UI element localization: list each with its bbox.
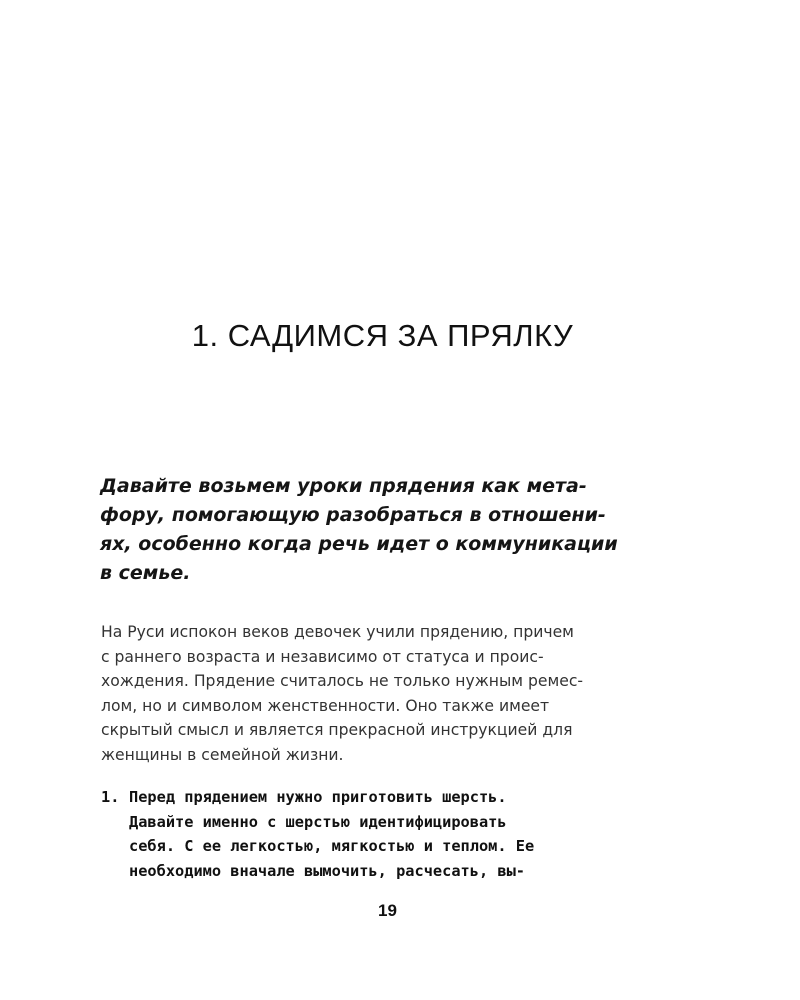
list-item-line: необходимо вначале вымочить, расчесать, вы- [129,861,526,880]
body-line: лом, но и символом женственности. Оно также имеет [101,696,550,715]
body-line: На Руси испокон веков девочек учили прядению, причем [101,623,574,641]
body-line: скрытый смысл и является прекрасной инструкцией для [101,721,573,739]
body-paragraph [101,620,671,767]
body-line: хождения. Прядение считалось не только нужным ремес- [101,672,584,690]
epigraph-line: в семье. [100,562,191,584]
epigraph-line: Давайте возьмем уроки прядения как мета- [100,475,587,497]
numbered-list [101,785,676,883]
list-item-number: 1. [101,788,120,806]
list-item-line: себя. С ее легкостью, мягкостью и теплом. Ее [129,837,535,855]
list-item-line: Давайте именно с шерстью идентифицировать [129,812,507,831]
epigraph-line: фору, помогающую разобраться в отношени- [100,504,606,526]
body-line: с раннего возраста и независимо от статуса и проис- [101,647,544,666]
epigraph-line: ях, особенно когда речь идет о коммуникации [100,533,618,555]
list-item-line: Перед прядением нужно приготовить шерсть. [129,788,507,806]
epigraph [100,472,670,588]
page-number: 19 [378,901,397,920]
list-item [101,785,676,883]
chapter-title: 1. САДИМСЯ ЗА ПРЯЛКУ [191,318,574,353]
body-line: женщины в семейной жизни. [101,745,344,764]
